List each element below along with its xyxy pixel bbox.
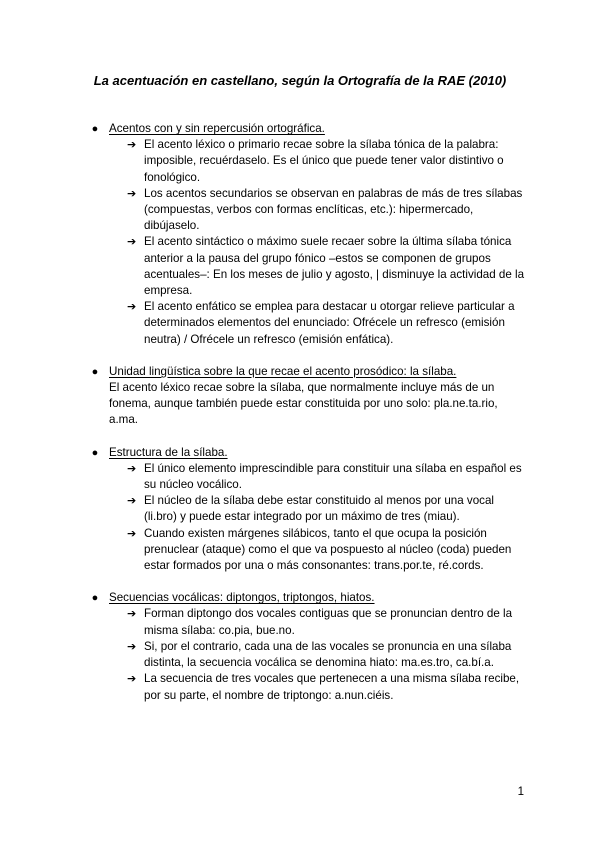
list-item <box>109 639 526 671</box>
section-description: El acento léxico recae sobre la sílaba, que normalmente incluye más de un fonema, aunque también puede estar constituida por uno solo: pla.ne.ta.rio, a.ma. <box>109 381 498 427</box>
list-item <box>109 137 526 186</box>
sub-list <box>109 606 526 703</box>
arrow-right-icon: ➔ <box>127 187 137 200</box>
list-item-text: La secuencia de tres vocales que pertenecen a una misma sílaba recibe, por su parte, el nombre de triptongo: a.nun.ciéis. <box>144 672 520 702</box>
arrow-right-icon: ➔ <box>127 462 137 475</box>
bullet-icon: ● <box>91 123 99 135</box>
section-secuencias <box>76 590 526 703</box>
section-heading: Unidad lingüística sobre la que recae el acento prosódico: la sílaba. <box>109 364 457 378</box>
list-item-text: El acento enfático se emplea para destacar u otorgar relieve particular a determinados elementos del enunciado: Ofrécele un refresco (emisión neutra) / Ofrécele un refresco (emisión enfática). <box>144 300 515 346</box>
list-item-text: Forman diptongo dos vocales contiguas que se pronuncian dentro de la misma sílaba: co.pia, bue.no. <box>144 607 513 637</box>
list-item-text: Los acentos secundarios se observan en palabras de más de tres sílabas (compuestas, verbos con formas enclíticas, etc.): hipermercado, dibújaselo. <box>144 186 523 233</box>
arrow-right-icon: ➔ <box>127 640 137 653</box>
list-item <box>109 493 526 525</box>
arrow-right-icon: ➔ <box>127 301 137 314</box>
section-heading: Secuencias vocálicas: diptongos, triptongos, hiatos. <box>109 591 375 605</box>
arrow-right-icon: ➔ <box>127 139 137 152</box>
sub-list <box>109 137 526 348</box>
section-acentos <box>76 121 526 348</box>
list-item-text: El acento léxico o primario recae sobre la sílaba tónica de la palabra: imposible, recuérdaselo. Es el único que puede tener valor distintivo o fonológico. <box>144 138 504 184</box>
list-item <box>109 671 526 703</box>
section-silaba <box>76 364 526 429</box>
page-number: 1 <box>517 786 524 798</box>
list-item-text: Cuando existen márgenes silábicos, tanto el que ocupa la posición prenuclear (ataque) como el que va pospuesto al núcleo (coda) pueden estar formados por una o más consonantes: trans.por.te, ré.cords. <box>144 526 512 573</box>
arrow-right-icon: ➔ <box>127 495 137 508</box>
list-item <box>109 461 526 493</box>
bullet-icon: ● <box>91 446 99 459</box>
list-item-text: Si, por el contrario, cada una de las vocales se pronuncia en una sílaba distinta, la secuencia vocálica se denomina hiato: ma.es.tro, ca.bí.a. <box>144 639 512 670</box>
arrow-right-icon: ➔ <box>127 527 137 540</box>
arrow-right-icon: ➔ <box>127 236 137 249</box>
section-heading: Acentos con y sin repercusión ortográfica. <box>109 122 325 135</box>
list-item-text: El único elemento imprescindible para constituir una sílaba en español es su núcleo vocálico. <box>144 461 522 492</box>
bullet-icon: ● <box>91 365 99 378</box>
document-title: La acentuación en castellano, según la Ortografía de la RAE (2010) <box>93 73 507 88</box>
list-item <box>109 299 526 348</box>
list-item <box>109 526 526 575</box>
list-item <box>109 606 526 638</box>
list-item-text: El acento sintáctico o máximo suele recaer sobre la última sílaba tónica anterior a la pausa del grupo fónico –estos se componen de grupos acentuales–: En los meses de julio y agosto, | disminuye la actividad de la empresa. <box>144 235 525 298</box>
arrow-right-icon: ➔ <box>127 608 137 621</box>
list-item <box>109 186 526 235</box>
arrow-right-icon: ➔ <box>127 673 137 686</box>
section-estructura <box>76 445 526 575</box>
list-item <box>109 234 526 299</box>
section-heading: Estructura de la sílaba. <box>109 445 228 459</box>
bullet-icon: ● <box>91 592 99 605</box>
document-content <box>76 121 526 720</box>
sub-list <box>109 461 526 574</box>
list-item-text: El núcleo de la sílaba debe estar constituido al menos por una vocal (li.bro) y puede estar integrado por un máximo de tres (miau). <box>144 494 494 524</box>
